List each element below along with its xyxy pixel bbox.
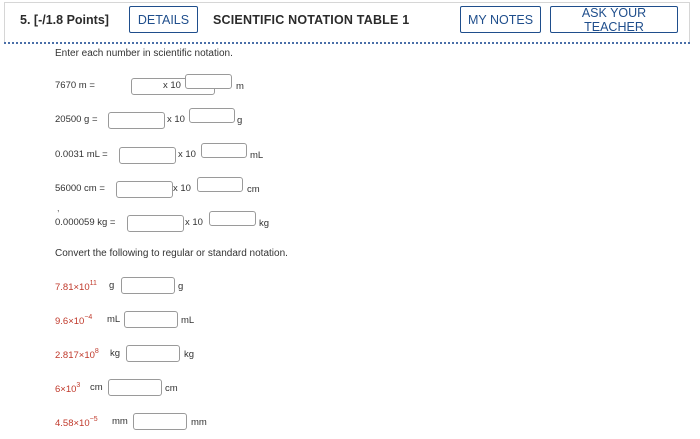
sci-prompt: 7670 m = — [55, 80, 95, 91]
header-divider — [4, 42, 690, 44]
times-ten-label: x 10 — [185, 217, 203, 228]
points-label: [-/1.8 Points] — [33, 13, 109, 27]
instruction-standard: Convert the following to regular or standard notation. — [55, 248, 288, 259]
exponent-input[interactable] — [185, 74, 232, 89]
exponent-input[interactable] — [209, 211, 256, 226]
std-row-1 — [55, 276, 255, 296]
std-row-4 — [55, 378, 255, 398]
exponent-input[interactable] — [197, 177, 243, 192]
coefficient-input[interactable] — [127, 215, 184, 232]
times-ten-label: x 10 — [167, 114, 185, 125]
details-button[interactable]: DETAILS — [129, 6, 198, 33]
sci-prompt: 20500 g = — [55, 114, 98, 125]
sci-prompt: 0.000059 kg = — [55, 217, 116, 228]
answer-input[interactable] — [126, 345, 180, 362]
unit-label: kg — [259, 218, 270, 229]
sci-row-3 — [55, 145, 295, 165]
unit-label: kg — [110, 348, 121, 359]
times-ten-label: x 10 — [173, 183, 191, 194]
unit-label: mL — [107, 314, 121, 325]
unit-label: g — [109, 280, 115, 291]
coefficient-input[interactable] — [119, 147, 176, 164]
sci-value: $9.6\times 10^{-4}$ — [55, 314, 93, 327]
unit-label: mL — [250, 150, 264, 161]
question-title: SCIENTIFIC NOTATION TABLE 1 — [213, 13, 410, 27]
unit-label: kg — [184, 349, 195, 360]
sci-prompt: 56000 cm = — [55, 183, 105, 194]
times-ten-label: x 10 — [163, 80, 181, 91]
instruction-scientific: Enter each number in scientific notation. — [55, 48, 233, 59]
answer-input[interactable] — [108, 379, 162, 396]
unit-label: cm — [90, 382, 103, 393]
sci-row-4 — [55, 179, 295, 199]
sci-value: $6\times 10^3$ — [55, 382, 81, 395]
sci-prompt: 0.0031 mL = — [55, 149, 108, 160]
answer-input[interactable] — [133, 413, 187, 430]
exponent-input[interactable] — [201, 143, 247, 158]
sci-row-1 — [55, 76, 295, 96]
sci-value: $4.58\times 10^{-5}$ — [55, 416, 98, 429]
coefficient-input[interactable] — [108, 112, 165, 129]
times-ten-label: x 10 — [178, 149, 196, 160]
unit-label: mm — [191, 417, 207, 428]
unit-label: cm — [247, 184, 260, 195]
unit-label: mm — [112, 416, 128, 427]
unit-label: m — [236, 81, 244, 92]
sci-row-2 — [55, 110, 295, 130]
unit-label: mL — [181, 315, 195, 326]
sci-row-5 — [55, 213, 295, 233]
sci-value: $2.817\times 10^8$ — [55, 348, 99, 361]
answer-input[interactable] — [124, 311, 178, 328]
answer-input[interactable] — [121, 277, 175, 294]
std-row-3 — [55, 344, 255, 364]
std-row-2 — [55, 310, 255, 330]
coefficient-input[interactable] — [116, 181, 173, 198]
ask-teacher-button[interactable]: ASK YOUR TEACHER — [550, 6, 678, 33]
question-number: 5. [-/1.8 Points] — [20, 13, 109, 27]
my-notes-button[interactable]: MY NOTES — [460, 6, 541, 33]
exponent-input[interactable] — [189, 108, 235, 123]
unit-label: cm — [165, 383, 178, 394]
unit-label: g — [237, 115, 243, 126]
std-row-5 — [55, 412, 255, 432]
unit-label: g — [178, 281, 184, 292]
sci-value: $7.81\times 10^{11}$ — [55, 280, 97, 293]
stray-mark: , — [57, 203, 60, 213]
